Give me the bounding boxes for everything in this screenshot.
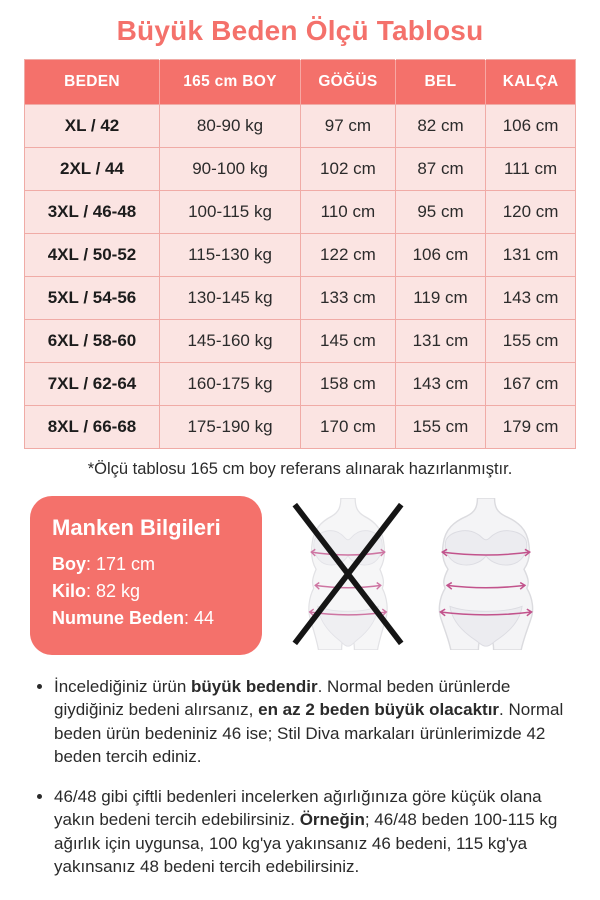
waist-value: 95 cm <box>395 191 485 234</box>
size-value: 8XL / 66-68 <box>25 406 160 449</box>
waist-value: 131 cm <box>395 320 485 363</box>
waist-value: 155 cm <box>395 406 485 449</box>
table-row <box>25 191 576 234</box>
bust-value: 170 cm <box>301 406 396 449</box>
weight-value: 175-190 kg <box>159 406 300 449</box>
hip-value: 106 cm <box>486 105 576 148</box>
bullet-size-difference: • İncelediğiniz ürün büyük bedendir. Normal beden ürünlerde giydiğiniz bedeni alırsanız, en az 2 beden büyük olacaktır. Normal beden ürün bedeniniz 46 ise; Stil Diva markaları ürünlerimizde 42 beden tercih ediniz. <box>54 675 576 768</box>
table-row <box>25 277 576 320</box>
waist-value: 143 cm <box>395 363 485 406</box>
size-table <box>24 59 576 449</box>
bust-value: 110 cm <box>301 191 396 234</box>
table-row <box>25 234 576 277</box>
size-chart-infographic <box>0 15 600 900</box>
size-value: 5XL / 54-56 <box>25 277 160 320</box>
weight-value: 160-175 kg <box>159 363 300 406</box>
table-header-row <box>25 60 576 105</box>
bust-value: 145 cm <box>301 320 396 363</box>
hip-value: 167 cm <box>486 363 576 406</box>
table-row <box>25 406 576 449</box>
waist-value: 119 cm <box>395 277 485 320</box>
size-value: XL / 42 <box>25 105 160 148</box>
header-boy: 165 cm BOY <box>159 60 300 105</box>
model-info-card <box>30 496 262 655</box>
size-value: 4XL / 50-52 <box>25 234 160 277</box>
hip-value: 120 cm <box>486 191 576 234</box>
header-beden: BEDEN <box>25 60 160 105</box>
model-height: Boy: 171 cm <box>52 554 156 574</box>
waist-value: 82 cm <box>395 105 485 148</box>
size-value: 6XL / 58-60 <box>25 320 160 363</box>
table-row <box>25 320 576 363</box>
size-table-body <box>25 105 576 449</box>
table-row <box>25 105 576 148</box>
size-value: 7XL / 62-64 <box>25 363 160 406</box>
model-info-section <box>30 496 572 655</box>
bust-value: 97 cm <box>301 105 396 148</box>
bust-value: 122 cm <box>301 234 396 277</box>
model-info-title: Manken Bilgileri <box>52 515 221 540</box>
model-sample-size: Numune Beden: 44 <box>52 608 215 628</box>
info-bullets <box>32 675 576 878</box>
header-gogus: GÖĞÜS <box>301 60 396 105</box>
body-figures <box>262 496 572 650</box>
table-row <box>25 148 576 191</box>
size-table-header <box>25 60 576 105</box>
hip-value: 111 cm <box>486 148 576 191</box>
weight-value: 100-115 kg <box>159 191 300 234</box>
hip-value: 131 cm <box>486 234 576 277</box>
hip-value: 143 cm <box>486 277 576 320</box>
weight-value: 80-90 kg <box>159 105 300 148</box>
bust-value: 102 cm <box>301 148 396 191</box>
model-weight: Kilo: 82 kg <box>52 581 141 601</box>
header-bel: BEL <box>395 60 485 105</box>
bullet-double-sizes: • 46/48 gibi çiftli bedenleri incelerken ağırlığınıza göre küçük olana yakın bedeni tercih edebilirsiniz. Örneğin; 46/48 beden 100-115 kg ağırlık için uygunsa, 100 kg'ya yakınsanız 46 bedeni, 115 kg'ya yakınsanız 48 bedeni tercih edebilirsiniz. <box>54 785 576 878</box>
normal-size-figure-crossed-icon <box>285 498 411 650</box>
waist-value: 87 cm <box>395 148 485 191</box>
table-row <box>25 363 576 406</box>
header-kalca: KALÇA <box>486 60 576 105</box>
waist-value: 106 cm <box>395 234 485 277</box>
plus-size-figure-icon <box>423 498 549 650</box>
bust-value: 133 cm <box>301 277 396 320</box>
table-footnote: *Ölçü tablosu 165 cm boy referans alınarak hazırlanmıştır. <box>87 460 513 478</box>
bust-value: 158 cm <box>301 363 396 406</box>
weight-value: 90-100 kg <box>159 148 300 191</box>
weight-value: 130-145 kg <box>159 277 300 320</box>
page-title: Büyük Beden Ölçü Tablosu <box>116 15 484 46</box>
weight-value: 145-160 kg <box>159 320 300 363</box>
size-value: 3XL / 46-48 <box>25 191 160 234</box>
hip-value: 179 cm <box>486 406 576 449</box>
size-value: 2XL / 44 <box>25 148 160 191</box>
hip-value: 155 cm <box>486 320 576 363</box>
weight-value: 115-130 kg <box>159 234 300 277</box>
